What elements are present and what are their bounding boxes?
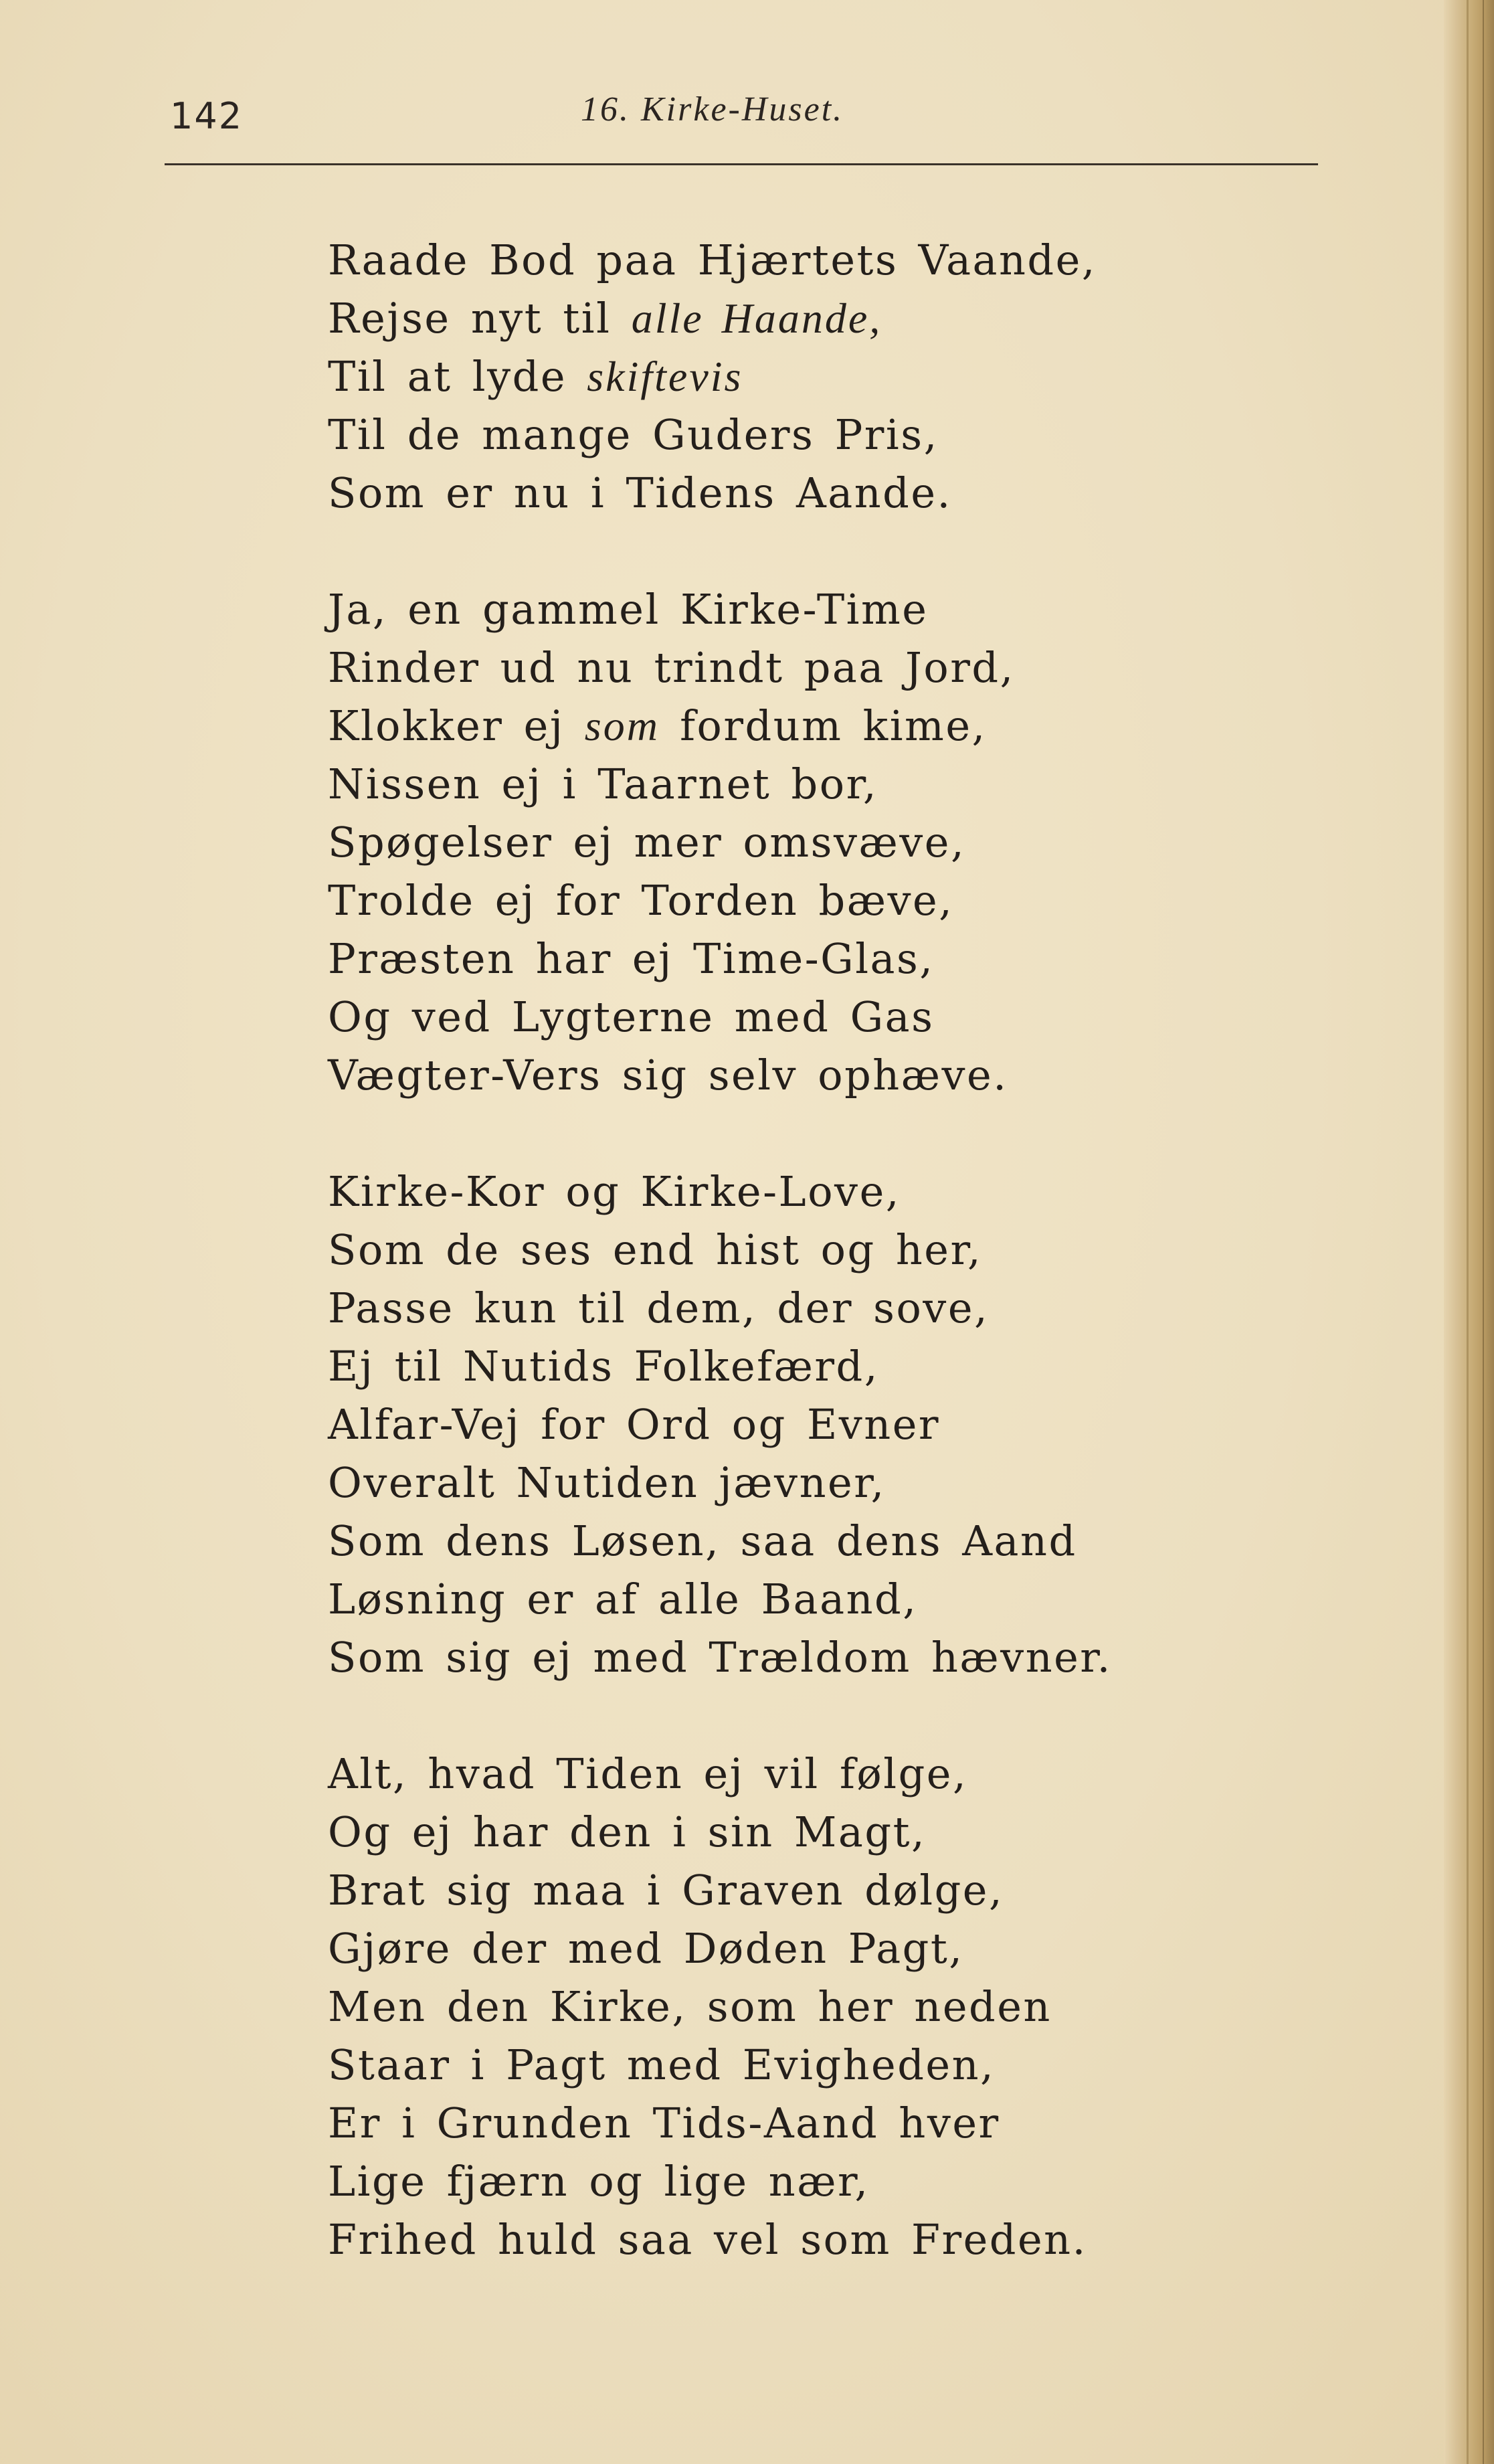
poem-line	[328, 464, 1278, 522]
poem-line	[328, 871, 1278, 930]
line-text: Klokker ej	[328, 701, 585, 750]
poem-line	[328, 1279, 1278, 1337]
italic-text: alle Haande,	[631, 294, 882, 342]
poem-line	[328, 1512, 1278, 1570]
poem-line	[328, 1395, 1278, 1454]
line-text: Til de mange Guders Pris,	[328, 410, 939, 459]
stanza-1	[328, 231, 1278, 522]
poem-line	[328, 1337, 1278, 1395]
page-number: 142	[170, 95, 244, 137]
line-text: Som sig ej med Trældom hævner.	[328, 1633, 1112, 1682]
line-text: Passe kun til dem, der sove,	[328, 1284, 990, 1332]
poem-line	[328, 1046, 1278, 1104]
line-text: Lige fjærn og lige nær,	[328, 2157, 870, 2206]
poem-line	[328, 1861, 1278, 1919]
line-text: Frihed huld saa vel som Freden.	[328, 2215, 1087, 2264]
poem	[328, 231, 1278, 2327]
line-text: Og ej har den i sin Magt,	[328, 1808, 927, 1856]
poem-line	[328, 697, 1278, 755]
line-text: Overalt Nutiden jævner,	[328, 1458, 886, 1507]
poem-line	[328, 988, 1278, 1046]
poem-line	[328, 2036, 1278, 2094]
poem-line	[328, 638, 1278, 697]
line-text: Præsten har ej Time-Glas,	[328, 934, 935, 983]
line-text: Ej til Nutids Folkefærd,	[328, 1342, 879, 1391]
stanza-3	[328, 1162, 1278, 1686]
line-text: Raade Bod paa Hjærtets Vaande,	[328, 236, 1097, 284]
line-text: Som dens Løsen, saa dens Aand	[328, 1516, 1077, 1565]
line-text: Gjøre der med Døden Pagt,	[328, 1924, 964, 1973]
poem-line	[328, 289, 1278, 347]
poem-line	[328, 231, 1278, 289]
poem-line	[328, 1919, 1278, 1977]
line-text: fordum kime,	[659, 701, 987, 750]
line-text: Alt, hvad Tiden ej vil følge,	[328, 1749, 968, 1798]
line-text: Som er nu i Tidens Aande.	[328, 468, 952, 517]
italic-text: skiftevis	[587, 353, 743, 400]
stanza-4	[328, 1745, 1278, 2269]
line-text: Staar i Pagt med Evigheden,	[328, 2040, 996, 2089]
line-text: Vægter-Vers sig selv ophæve.	[328, 1051, 1008, 1099]
line-text: Trolde ej for Torden bæve,	[328, 876, 954, 925]
page-edge	[1444, 0, 1494, 2464]
line-text: Kirke-Kor og Kirke-Love,	[328, 1167, 901, 1216]
line-text: Men den Kirke, som her neden	[328, 1982, 1052, 2031]
italic-text: som	[584, 702, 660, 750]
poem-line	[328, 2210, 1278, 2269]
poem-line	[328, 1628, 1278, 1686]
poem-line	[328, 1454, 1278, 1512]
line-text: Rinder ud nu trindt paa Jord,	[328, 643, 1015, 692]
poem-line	[328, 580, 1278, 638]
poem-line	[328, 1570, 1278, 1628]
poem-line	[328, 1745, 1278, 1803]
line-text: Rejse nyt til	[328, 294, 632, 343]
line-text: Ja, en gammel Kirke-Time	[328, 585, 929, 634]
poem-line	[328, 406, 1278, 464]
poem-line	[328, 2094, 1278, 2152]
line-text: Til at lyde	[328, 352, 587, 401]
stanza-2	[328, 580, 1278, 1104]
poem-line	[328, 2152, 1278, 2210]
line-text: Som de ses end hist og her,	[328, 1225, 983, 1274]
running-head: 16. Kirke-Huset.	[581, 90, 844, 128]
poem-line	[328, 347, 1278, 406]
poem-line	[328, 755, 1278, 813]
line-text: Og ved Lygterne med Gas	[328, 992, 935, 1041]
poem-line	[328, 1803, 1278, 1861]
line-text: Løsning er af alle Baand,	[328, 1575, 918, 1623]
poem-line	[328, 930, 1278, 988]
poem-line	[328, 813, 1278, 871]
poem-line	[328, 1977, 1278, 2036]
line-text: Spøgelser ej mer omsvæve,	[328, 818, 966, 867]
poem-line	[328, 1221, 1278, 1279]
poem-line	[328, 1162, 1278, 1221]
line-text: Er i Grunden Tids-Aand hver	[328, 2099, 1000, 2147]
line-text: Brat sig maa i Graven dølge,	[328, 1866, 1004, 1915]
line-text: Alfar-Vej for Ord og Evner	[328, 1400, 941, 1449]
header-rule	[165, 163, 1318, 165]
line-text: Nissen ej i Taarnet bor,	[328, 760, 878, 808]
